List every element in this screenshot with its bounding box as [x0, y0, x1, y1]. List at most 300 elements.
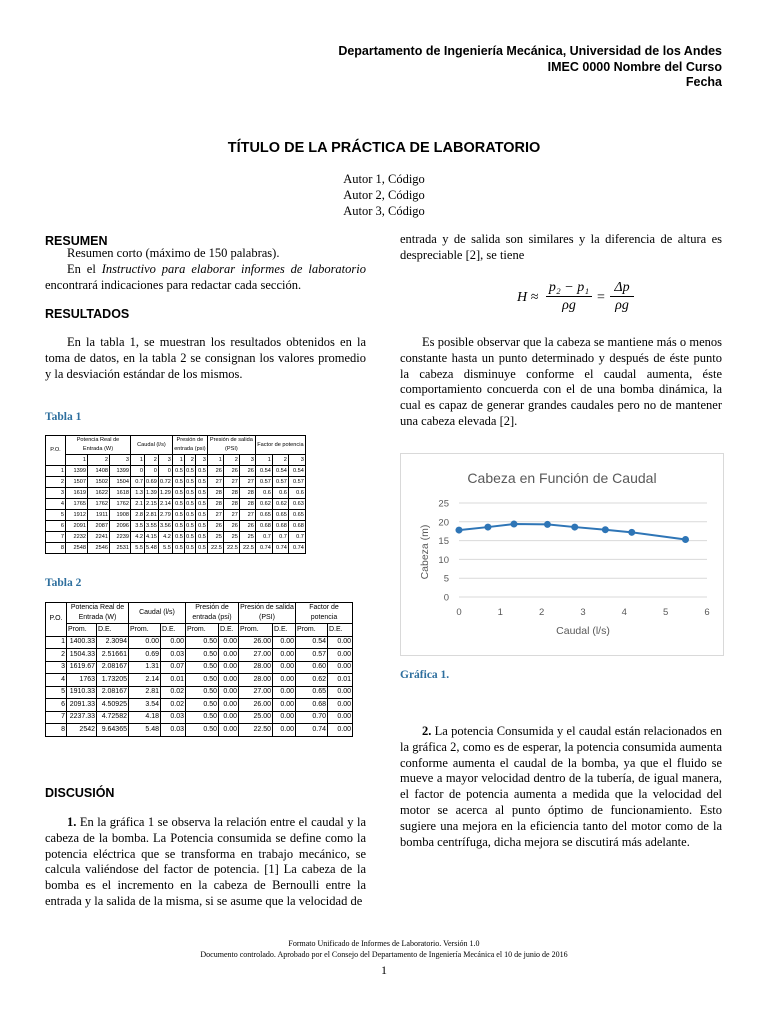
- table-cell: 0.00: [273, 699, 296, 712]
- table-cell: 2096: [110, 521, 131, 532]
- table-cell: 0.69: [145, 477, 159, 488]
- tabla1-subheader: 2: [88, 455, 110, 466]
- author-2: Autor 2, Código: [343, 188, 425, 202]
- table-cell: 0.50: [186, 711, 219, 724]
- table-cell: 2.8: [131, 510, 145, 521]
- table-cell: 26: [239, 521, 255, 532]
- table-cell: 4.15: [145, 532, 159, 543]
- table-cell: 0.03: [161, 724, 186, 737]
- chart-data-point: [544, 521, 551, 528]
- table-cell: 0.5: [195, 510, 207, 521]
- table-cell: 22.5: [207, 543, 223, 554]
- table-cell: 0.5: [172, 510, 184, 521]
- table-cell: 0.6: [272, 488, 288, 499]
- tabla1-table: [45, 435, 306, 554]
- table-cell: 0.62: [296, 674, 328, 687]
- eq-equals: =: [597, 290, 605, 305]
- table-cell: 1912: [66, 510, 88, 521]
- table-cell: 2.14: [158, 499, 172, 510]
- table-row: [46, 674, 353, 687]
- tabla2-subheader: Prom.: [186, 624, 219, 637]
- table-cell: 25: [207, 532, 223, 543]
- table-cell: 3.54: [129, 699, 161, 712]
- table-row: [46, 521, 306, 532]
- table-cell: 5: [46, 510, 66, 521]
- eq-den2: ρg: [615, 298, 629, 313]
- table-cell: 0.5: [195, 521, 207, 532]
- table-cell: 0.03: [161, 711, 186, 724]
- resumen-heading: RESUMEN: [45, 234, 108, 248]
- instructivo-title: Instructivo para elaborar informes de laboratorio: [101, 261, 366, 276]
- table-cell: 0.57: [272, 477, 288, 488]
- table-cell: 0.00: [273, 686, 296, 699]
- table-cell: 8: [46, 724, 67, 737]
- table-cell: 2: [46, 649, 67, 662]
- table-cell: 2.15: [145, 499, 159, 510]
- tabla1-subheader: 1: [255, 455, 272, 466]
- author-1: Autor 1, Código: [343, 172, 425, 186]
- table-cell: 5.5: [158, 543, 172, 554]
- table-row: [46, 649, 353, 662]
- table-cell: 2.14: [129, 674, 161, 687]
- table-cell: 2.79: [158, 510, 172, 521]
- table-cell: 0.70: [296, 711, 328, 724]
- discusion-p1-text: En la gráfica 1 se observa la relación entre el caudal y la cabeza de la bomba. La Potencia consumida se define como la potencia eléctrica que se transforma en trabajo mecánico, se calcula valiéndose del factor de potencia. [1] La cabeza de la bomba es el incremento en la cabeza de Bernoulli entre la entrada y la salida de la misma, si se asume que la velocidad de: [45, 815, 366, 908]
- tabla1-subheader: 1: [172, 455, 184, 466]
- table-cell: 0.54: [296, 636, 328, 649]
- table-cell: 2.51661: [97, 649, 129, 662]
- table-cell: 2: [46, 477, 66, 488]
- table-cell: 0.00: [219, 674, 239, 687]
- table-cell: 28: [223, 488, 239, 499]
- table-cell: 0.5: [195, 477, 207, 488]
- table-cell: 0.5: [184, 521, 195, 532]
- table-cell: 1399: [66, 466, 88, 477]
- author-3: Autor 3, Código: [343, 204, 425, 218]
- discusion-heading: DISCUSIÓN: [45, 786, 115, 800]
- table-cell: 1910.33: [67, 686, 97, 699]
- resumen-line2-pre: En el: [67, 261, 102, 276]
- table-cell: 0.00: [328, 724, 353, 737]
- table-cell: 5.5: [131, 543, 145, 554]
- table-cell: 0.62: [255, 499, 272, 510]
- tabla2-subheader: D.E.: [161, 624, 186, 637]
- table-cell: 25.00: [239, 711, 273, 724]
- table-cell: 0.57: [255, 477, 272, 488]
- table-row: [46, 477, 306, 488]
- table-cell: 0.03: [161, 649, 186, 662]
- page-number: 1: [381, 963, 387, 977]
- table-cell: 28: [207, 499, 223, 510]
- table-cell: 1: [46, 466, 66, 477]
- table-cell: 0.57: [288, 477, 305, 488]
- table-cell: 0.7: [272, 532, 288, 543]
- right-p2: Es posible observar que la cabeza se mantiene más o menos constante hasta un punto determinado y después de éste punto la cabeza disminuye conforme el caudal aumenta, éste comportamiento concuerda con el de una bomba dinámica, la cual es capaz de generar grandes caudales pero no de mantener una cabeza elevada [2].: [400, 335, 722, 428]
- table-cell: 0.00: [219, 636, 239, 649]
- tabla1-subheader: 2: [272, 455, 288, 466]
- chart-x-tick-label: 6: [704, 607, 710, 618]
- table-cell: 0: [145, 466, 159, 477]
- chart-x-tick-label: 4: [621, 607, 627, 618]
- table-cell: 0.00: [273, 711, 296, 724]
- table-cell: 28: [223, 499, 239, 510]
- table-cell: 28.00: [239, 674, 273, 687]
- table-cell: 0.54: [288, 466, 305, 477]
- chart-data-point: [456, 527, 463, 534]
- tabla2-caption: Tabla 2: [45, 577, 82, 589]
- table-cell: 0.5: [195, 532, 207, 543]
- table-cell: 25: [223, 532, 239, 543]
- table-cell: 0.5: [172, 543, 184, 554]
- table-cell: 0.5: [195, 543, 207, 554]
- table-row: [46, 499, 306, 510]
- table-cell: 0.72: [158, 477, 172, 488]
- table-cell: 7: [46, 532, 66, 543]
- table-cell: 4.18: [129, 711, 161, 724]
- table-row: [46, 724, 353, 737]
- table-cell: 1.39: [145, 488, 159, 499]
- table-cell: 0.63: [288, 499, 305, 510]
- table-cell: 4.50925: [97, 699, 129, 712]
- tabla2-subheader: Prom.: [296, 624, 328, 637]
- table-cell: 4: [46, 499, 66, 510]
- table-cell: 0.02: [161, 686, 186, 699]
- table-cell: 27: [223, 477, 239, 488]
- tabla1-header-potencia: Potencia Real de Entrada (W): [66, 436, 131, 455]
- table-cell: 0.7: [255, 532, 272, 543]
- tabla1-header-caudal: Caudal (l/s): [131, 436, 173, 455]
- table-cell: 0.50: [186, 686, 219, 699]
- table-cell: 0.00: [273, 724, 296, 737]
- table-cell: 3: [46, 488, 66, 499]
- tabla1-header-pentrada: Presión de entrada (psi): [172, 436, 207, 455]
- table-cell: 0.74: [255, 543, 272, 554]
- resumen-line-1: Resumen corto (máximo de 150 palabras).: [67, 246, 280, 260]
- table-cell: 26: [239, 466, 255, 477]
- tabla1-header-factor: Factor de potencia: [255, 436, 305, 455]
- discusion-p1: [45, 815, 366, 910]
- table-cell: 1408: [88, 466, 110, 477]
- table-cell: 0.6: [255, 488, 272, 499]
- chart-y-tick-label: 15: [438, 536, 449, 548]
- eq-num1: p₂ − p₁: [546, 280, 592, 297]
- table-cell: 0.02: [161, 699, 186, 712]
- table-cell: 0.5: [184, 543, 195, 554]
- table-cell: 27: [207, 510, 223, 521]
- table-cell: 2091: [66, 521, 88, 532]
- chart-x-tick-label: 3: [580, 607, 586, 618]
- chart-x-axis-label: Caudal (l/s): [556, 625, 610, 637]
- chart-x-ticks: [456, 607, 709, 618]
- table-cell: 0.50: [186, 661, 219, 674]
- table-cell: 9.64365: [97, 724, 129, 737]
- tabla1-header-psalida: Presión de salida (PSI): [207, 436, 255, 455]
- table-cell: 0.5: [195, 488, 207, 499]
- table-cell: 25: [239, 532, 255, 543]
- table-cell: 0.00: [161, 636, 186, 649]
- table-cell: 26.00: [239, 699, 273, 712]
- table-cell: 27: [239, 510, 255, 521]
- table-cell: 2237.33: [67, 711, 97, 724]
- tabla1-subheader: 1: [131, 455, 145, 466]
- table-cell: 0.00: [219, 649, 239, 662]
- table-cell: 0.5: [172, 466, 184, 477]
- page-title: TÍTULO DE LA PRÁCTICA DE LABORATORIO: [227, 140, 541, 156]
- chart-y-tick-label: 20: [438, 517, 449, 529]
- table-cell: 26.00: [239, 636, 273, 649]
- table-cell: 1765: [66, 499, 88, 510]
- table-cell: 1502: [88, 477, 110, 488]
- table-cell: 8: [46, 543, 66, 554]
- table-cell: 2241: [88, 532, 110, 543]
- table-cell: 0.00: [219, 699, 239, 712]
- tabla2-table: [45, 602, 353, 737]
- table-row: [46, 661, 353, 674]
- table-cell: 4: [46, 674, 67, 687]
- table-cell: 2546: [88, 543, 110, 554]
- table-cell: 1762: [88, 499, 110, 510]
- grafica-1-caption: Gráfica 1.: [400, 669, 450, 681]
- table-cell: 5.48: [145, 543, 159, 554]
- table-cell: 0.00: [219, 686, 239, 699]
- tabla1-subheader: 3: [195, 455, 207, 466]
- table-cell: 2091.33: [67, 699, 97, 712]
- table-cell: 0.68: [255, 521, 272, 532]
- table-cell: 0.5: [184, 499, 195, 510]
- table-cell: 1.73205: [97, 674, 129, 687]
- table-cell: 4.2: [158, 532, 172, 543]
- table-cell: 0.68: [296, 699, 328, 712]
- table-cell: 2232: [66, 532, 88, 543]
- table-cell: 0.6: [288, 488, 305, 499]
- grafica-1-chart: [400, 453, 724, 656]
- table-cell: 0.57: [296, 649, 328, 662]
- page-header: [338, 44, 722, 91]
- resultados-heading: RESULTADOS: [45, 307, 130, 321]
- table-cell: 0.5: [172, 488, 184, 499]
- table-cell: 2548: [66, 543, 88, 554]
- chart-data-point: [602, 526, 609, 533]
- table-cell: 0.5: [184, 466, 195, 477]
- table-cell: 27: [223, 510, 239, 521]
- tabla2-header-po: P.O.: [46, 603, 67, 637]
- table-cell: 1763: [67, 674, 97, 687]
- table-cell: 26: [207, 521, 223, 532]
- chart-y-tick-label: 25: [438, 498, 449, 510]
- eq-den1: ρg: [562, 298, 576, 313]
- table-cell: 0.5: [172, 521, 184, 532]
- table-cell: 0: [158, 466, 172, 477]
- table-cell: 22.5: [223, 543, 239, 554]
- tabla1-subheader: 1: [207, 455, 223, 466]
- table-cell: 2.81: [129, 686, 161, 699]
- table-cell: 0.74: [288, 543, 305, 554]
- tabla1: [45, 435, 306, 554]
- right-continuation: entrada y de salida son similares y la diferencia de altura es despreciable [2], se tiene: [400, 232, 722, 262]
- table-cell: 0.00: [328, 699, 353, 712]
- authors: [0, 171, 768, 219]
- table-cell: 0.00: [219, 724, 239, 737]
- table-cell: 2542: [67, 724, 97, 737]
- table-cell: 1399: [110, 466, 131, 477]
- date-line: Fecha: [685, 75, 722, 89]
- tabla1-header-po: P.O.: [46, 436, 66, 466]
- chart-y-tick-label: 10: [438, 554, 449, 566]
- table-cell: 0.69: [129, 649, 161, 662]
- table-cell: 26: [223, 466, 239, 477]
- table-cell: 0.00: [273, 674, 296, 687]
- table-cell: 0.50: [186, 699, 219, 712]
- table-cell: 0.62: [272, 499, 288, 510]
- table-cell: 1619: [66, 488, 88, 499]
- chart-x-tick-label: 2: [539, 607, 545, 618]
- table-cell: 0.00: [328, 649, 353, 662]
- tabla2-header-factor: Factor de potencia: [296, 603, 353, 624]
- table-cell: 0.5: [172, 477, 184, 488]
- chart-title: Cabeza en Función de Caudal: [467, 470, 657, 486]
- table-cell: 0.01: [328, 674, 353, 687]
- table-cell: 0.65: [288, 510, 305, 521]
- table-cell: 0.50: [186, 724, 219, 737]
- footer-line-2: Documento controlado. Aprobado por el Consejo del Departamento de Ingeniería Mecánica el 10 de junio de 2016: [200, 950, 568, 959]
- table-cell: 27: [239, 477, 255, 488]
- table-cell: 0.00: [328, 636, 353, 649]
- table-cell: 2.08167: [97, 661, 129, 674]
- table-cell: 1.29: [158, 488, 172, 499]
- right-p3-number: 2.: [422, 724, 432, 738]
- table-cell: 3: [46, 661, 67, 674]
- table-cell: 0.00: [219, 711, 239, 724]
- table-cell: 0.5: [172, 532, 184, 543]
- table-row: [46, 532, 306, 543]
- chart-series: [456, 521, 690, 543]
- table-row: [46, 488, 306, 499]
- tabla1-subheader: 3: [288, 455, 305, 466]
- table-cell: 7: [46, 711, 67, 724]
- table-cell: 2.1: [131, 499, 145, 510]
- table-row: [46, 510, 306, 521]
- table-cell: 0.7: [288, 532, 305, 543]
- table-cell: 2.3094: [97, 636, 129, 649]
- table-cell: 28.00: [239, 661, 273, 674]
- table-cell: 2.81: [145, 510, 159, 521]
- table-cell: 27: [207, 477, 223, 488]
- tabla2: [45, 602, 353, 737]
- chart-x-tick-label: 1: [497, 607, 503, 618]
- tabla1-subheader: 2: [184, 455, 195, 466]
- tabla2-subheader: D.E.: [97, 624, 129, 637]
- table-row: [46, 543, 306, 554]
- table-cell: 28: [207, 488, 223, 499]
- table-cell: 3.5: [131, 521, 145, 532]
- chart-gridlines: [459, 503, 707, 597]
- table-cell: 0.5: [184, 532, 195, 543]
- table-cell: 0.01: [161, 674, 186, 687]
- table-cell: 27.00: [239, 649, 273, 662]
- table-cell: 0.68: [272, 521, 288, 532]
- table-cell: 6: [46, 699, 67, 712]
- right-p3-text: La potencia Consumida y el caudal están relacionados en la gráfica 2, como es de esperar, la potencia consumida aumenta conforme aumenta el caudal de la bomba, ya que el fluido se mueve a mayor velocidad dentro de la tubería, de igual manera, el factor de potencia aumenta a medida que la velocidad del motor se acerca al punto óptimo de funcionamiento. Esto sugiere una mejora en la eficiencia tanto del motor como de la bomba centrífuga, dicha mejora se discutirá más adelante.: [400, 724, 722, 849]
- tabla1-subheader: 3: [239, 455, 255, 466]
- table-cell: 2239: [110, 532, 131, 543]
- table-cell: 1619.67: [67, 661, 97, 674]
- tabla2-subheader: D.E.: [273, 624, 296, 637]
- department-line: Departamento de Ingeniería Mecánica, Universidad de los Andes: [338, 44, 722, 58]
- table-row: [46, 636, 353, 649]
- table-row: [46, 686, 353, 699]
- table-cell: 0.50: [186, 636, 219, 649]
- table-cell: 0.60: [296, 661, 328, 674]
- table-cell: 0.5: [184, 477, 195, 488]
- chart-data-point: [484, 524, 491, 531]
- table-cell: 3.55: [145, 521, 159, 532]
- table-cell: 22.50: [239, 724, 273, 737]
- table-cell: 0.5: [184, 488, 195, 499]
- chart-x-tick-label: 0: [456, 607, 462, 618]
- table-cell: 0.5: [184, 510, 195, 521]
- table-cell: 0.07: [161, 661, 186, 674]
- tabla1-subheader: 2: [223, 455, 239, 466]
- resumen-line-2: [45, 262, 366, 294]
- table-cell: 0.00: [328, 711, 353, 724]
- table-cell: 1400.33: [67, 636, 97, 649]
- table-cell: 0.00: [328, 661, 353, 674]
- table-cell: 0.54: [255, 466, 272, 477]
- chart-data-point: [628, 529, 635, 536]
- tabla1-subheader: 2: [145, 455, 159, 466]
- table-cell: 0.5: [195, 466, 207, 477]
- table-cell: 2.08167: [97, 686, 129, 699]
- table-row: [46, 466, 306, 477]
- table-cell: 0.00: [328, 686, 353, 699]
- chart-y-tick-label: 5: [443, 573, 449, 585]
- chart-x-tick-label: 5: [663, 607, 669, 618]
- table-cell: 1908: [110, 510, 131, 521]
- table-cell: 1622: [88, 488, 110, 499]
- table-cell: 1618: [110, 488, 131, 499]
- table-cell: 0.54: [272, 466, 288, 477]
- course-line: IMEC 0000 Nombre del Curso: [547, 59, 722, 74]
- resumen-text: [45, 246, 366, 293]
- table-cell: 3.56: [158, 521, 172, 532]
- tabla1-subheader: 1: [66, 455, 88, 466]
- chart-data-point: [682, 536, 689, 543]
- table-cell: 1911: [88, 510, 110, 521]
- table-cell: 1.3: [131, 488, 145, 499]
- table-cell: 0.65: [296, 686, 328, 699]
- tabla2-subheader: Prom.: [129, 624, 161, 637]
- table-cell: 28: [239, 488, 255, 499]
- table-cell: 1.31: [129, 661, 161, 674]
- table-cell: 2087: [88, 521, 110, 532]
- eq-num2: Δp: [610, 280, 634, 297]
- tabla2-subheader: Prom.: [67, 624, 97, 637]
- table-cell: 0.00: [273, 636, 296, 649]
- tabla2-header-potencia: Potencia Real de Entrada (W): [67, 603, 129, 624]
- table-cell: 0.00: [129, 636, 161, 649]
- table-cell: 2531: [110, 543, 131, 554]
- table-cell: 0.5: [195, 499, 207, 510]
- tabla1-subheader: 3: [110, 455, 131, 466]
- table-cell: 1507: [66, 477, 88, 488]
- chart-svg: [401, 454, 723, 655]
- eq-lhs: H ≈: [517, 290, 539, 305]
- table-cell: 26: [223, 521, 239, 532]
- table-cell: 4.2: [131, 532, 145, 543]
- table-cell: 1762: [110, 499, 131, 510]
- tabla2-subheader: D.E.: [219, 624, 239, 637]
- tabla2-header-pentrada: Presión de entrada (psi): [186, 603, 239, 624]
